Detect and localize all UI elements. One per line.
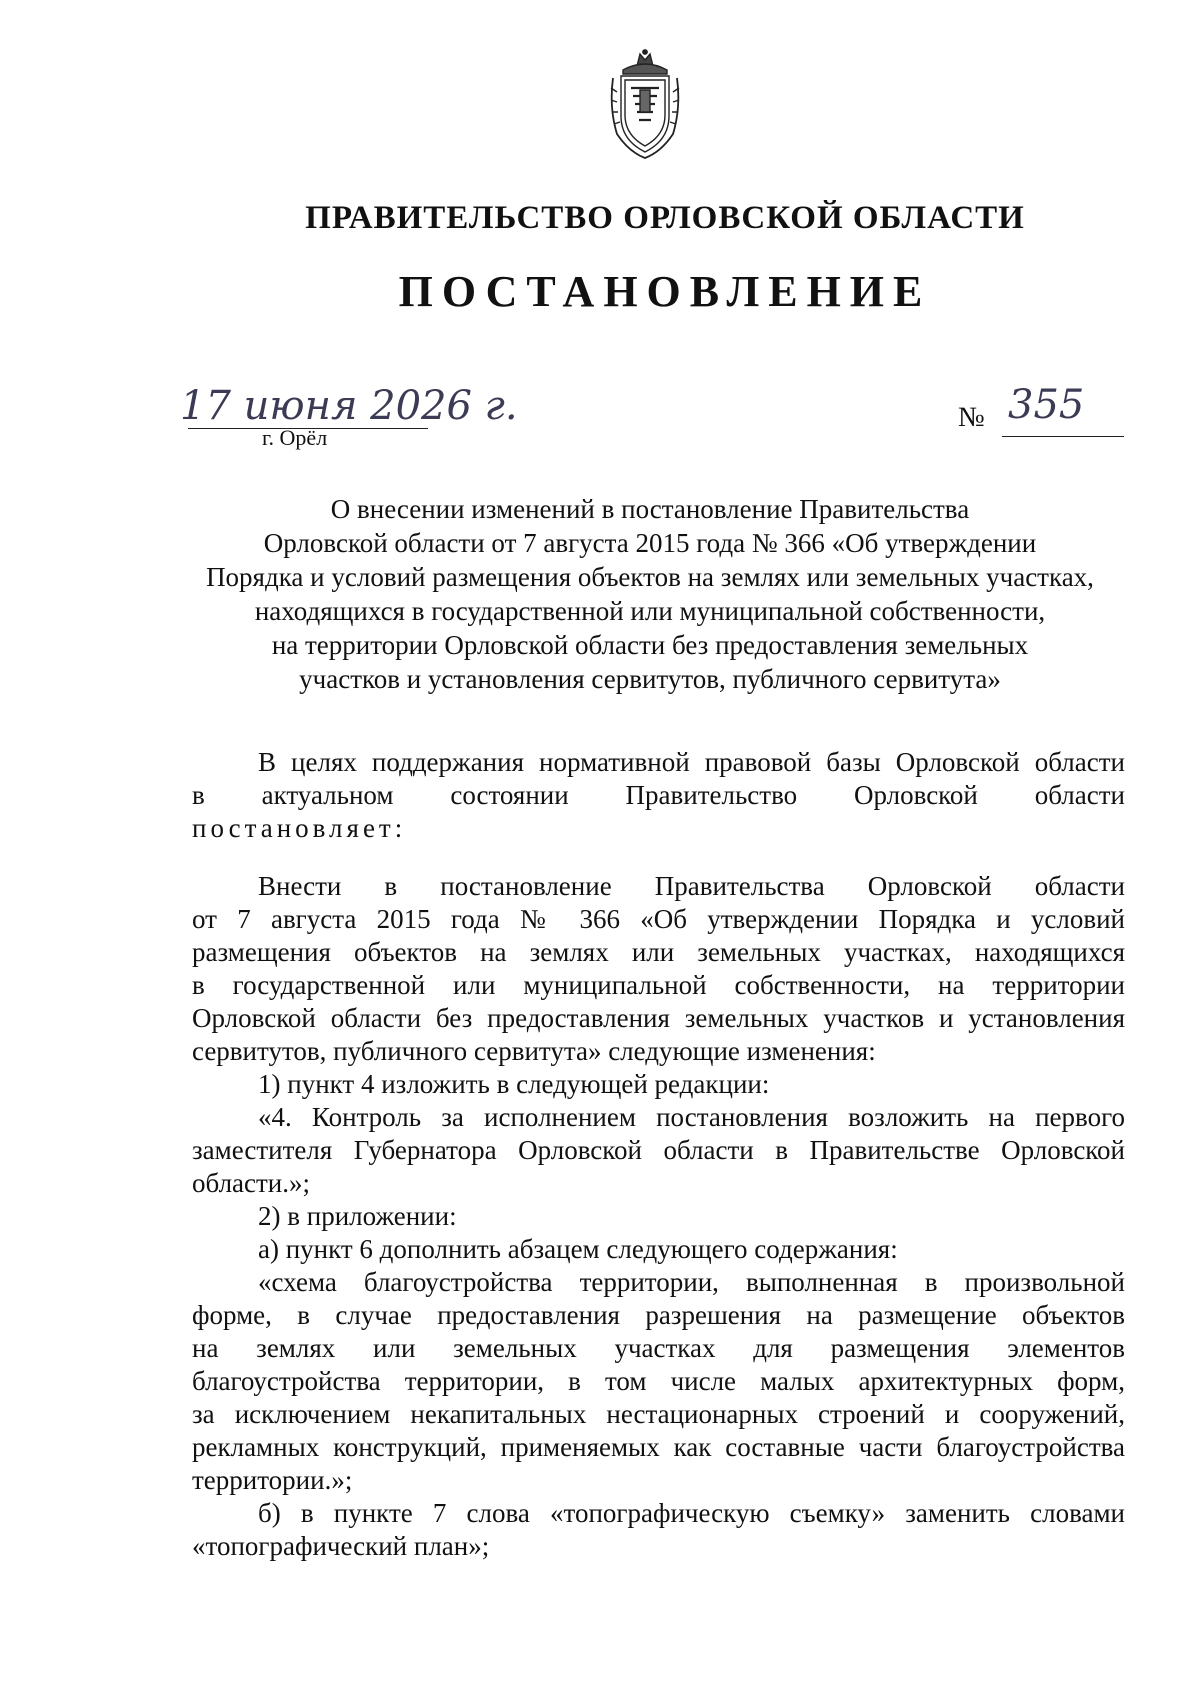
main-paragraph xyxy=(192,870,1125,1068)
document-subject xyxy=(170,492,1130,696)
quote-line: «4. Контроль за исполнением постановления возложить на первого xyxy=(258,1102,1125,1132)
subject-line: участков и установления сервитутов, публичного сервитута» xyxy=(299,664,1001,694)
item-1: 1) пункт 4 изложить в следующей редакции: xyxy=(258,1069,770,1099)
quote-line: благоустройства территории, в том числе малых архитектурных форм, xyxy=(192,1366,1125,1396)
paragraph-line: Внести в постановление Правительства Орловской области xyxy=(258,871,1125,901)
paragraph-line: в государственной или муниципальной собственности, на территории xyxy=(192,970,1125,1000)
quote-line: «схема благоустройства территории, выполненная в произвольной xyxy=(258,1267,1125,1297)
quote-line: за исключением некапитальных нестационарных строений и сооружений, xyxy=(192,1399,1125,1429)
preamble-resolves: постановляет: xyxy=(192,813,407,843)
item-2a: а) пункт 6 дополнить абзацем следующего содержания: xyxy=(258,1234,898,1264)
handwritten-number: 355 xyxy=(1008,382,1085,428)
paragraph-line: Орловской области без предоставления земельных участков и установления xyxy=(192,1003,1125,1033)
quote-line: заместителя Губернатора Орловской области в Правительстве Орловской xyxy=(192,1135,1125,1165)
quote-line: области.»; xyxy=(192,1168,311,1198)
spacer xyxy=(192,845,1125,870)
preamble-line: в актуальном состоянии Правительство Орловской области xyxy=(192,780,1125,810)
coat-of-arms-icon xyxy=(607,48,683,160)
preamble xyxy=(192,746,1125,845)
subject-line: О внесении изменений в постановление Правительства xyxy=(330,494,970,524)
city-label: г. Орёл xyxy=(262,425,328,450)
item-2a-quote xyxy=(192,1266,1125,1497)
number-label: № xyxy=(958,402,985,433)
item-2b xyxy=(192,1497,1125,1563)
government-title: ПРАВИТЕЛЬСТВО ОРЛОВСКОЙ ОБЛАСТИ xyxy=(305,200,1025,236)
quote-line: на землях или земельных участках для размещения элементов xyxy=(192,1333,1125,1363)
quote-line: форме, в случае предоставления разрешения на размещение объектов xyxy=(192,1300,1125,1330)
paragraph-line: сервитутов, публичного сервитута» следующие изменения: xyxy=(192,1036,876,1066)
document-body xyxy=(192,746,1125,1563)
quote-line: территории.»; xyxy=(192,1465,353,1495)
subject-line: Орловской области от 7 августа 2015 года № 366 «Об утверждении xyxy=(263,528,1037,558)
handwritten-date: 17 июня 2026 г. xyxy=(180,383,518,429)
paragraph-line: от 7 августа 2015 года № 366 «Об утверждении Порядка и условий xyxy=(192,904,1125,934)
subject-line: на территории Орловской области без предоставления земельных xyxy=(271,630,1029,660)
document-type-title: ПОСТАНОВЛЕНИЕ xyxy=(398,267,932,316)
subject-line: находящихся в государственной или муниципальной собственности, xyxy=(254,596,1046,626)
item-2b-line: б) в пункте 7 слова «топографическую съемку» заменить словами xyxy=(258,1498,1125,1528)
item-1-quote xyxy=(192,1101,1125,1200)
item-2: 2) в приложении: xyxy=(258,1201,457,1231)
subject-line: Порядка и условий размещения объектов на землях или земельных участках, xyxy=(206,562,1094,592)
preamble-line: В целях поддержания нормативной правовой базы Орловской области xyxy=(258,747,1125,777)
item-2b-line: «топографический план»; xyxy=(192,1531,490,1561)
number-underline xyxy=(1002,436,1124,437)
quote-line: рекламных конструкций, применяемых как составные части благоустройства xyxy=(192,1432,1125,1462)
paragraph-line: размещения объектов на землях или земельных участках, находящихся xyxy=(192,937,1125,967)
